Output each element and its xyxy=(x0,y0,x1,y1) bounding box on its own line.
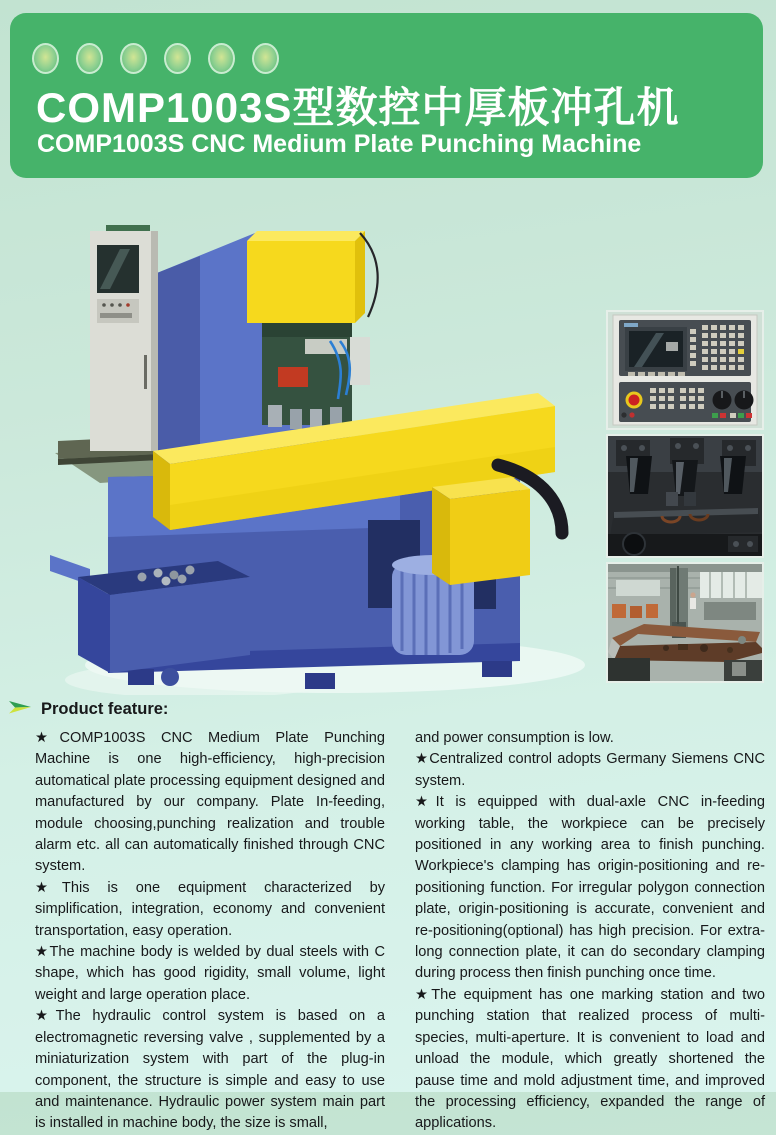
header-banner xyxy=(10,13,763,178)
features-right-column xyxy=(415,728,765,1135)
feature-paragraph: and power consumption is low. xyxy=(415,730,614,746)
product-features-section xyxy=(0,698,776,1135)
side-yellow-box xyxy=(432,477,530,585)
photo-workshop-plate xyxy=(606,562,764,683)
dot-icon xyxy=(76,43,103,74)
photo-cnc-control-panel xyxy=(606,310,764,430)
feature-heading xyxy=(0,698,776,721)
control-cabinet xyxy=(90,225,158,451)
dot-icon xyxy=(208,43,235,74)
dot-icon xyxy=(32,43,59,74)
page-title-en: COMP1003S CNC Medium Plate Punching Machine xyxy=(37,130,642,158)
feature-paragraph: ★The hydraulic control system is based on a electromagnetic reversing valve , supplemented by a miniaturization system with part of the plug-in component, the structure is simple and easy to use and maintenance. Hydraulic power system main part is installed in machine body, the size is small, xyxy=(35,1008,385,1132)
dot-icon xyxy=(164,43,191,74)
feature-paragraph: ★COMP1003S CNC Medium Plate Punching Machine is one high-efficiency, high-precision automatical plate processing equipment designed and manufactured by our company. Plate In-feeding, module choosing,punching realization and trouble alarm etc. all can automatically finished through CNC system. xyxy=(35,730,385,875)
dot-icon xyxy=(252,43,279,74)
feature-columns xyxy=(0,721,776,1135)
page-title-cn: COMP1003S型数控中厚板冲孔机 xyxy=(36,84,680,131)
photo-punching-station xyxy=(606,434,764,558)
main-machine-photo xyxy=(50,225,590,695)
dot-icon xyxy=(120,43,147,74)
side-photo-column xyxy=(606,310,764,687)
feature-paragraph: ★The equipment has one marking station and two punching station that realized process of multi-species, multi-aperture. It is convenient to load and unload the module, which greatly shortened the pause time and mold adjustment time, and improved the processing efficiency, expanded the range of applications. xyxy=(415,986,765,1132)
feature-paragraph: ★The machine body is welded by dual steels with C shape, which has good rigidity, small volume, light weight and large operation place. xyxy=(35,944,385,1003)
arrow-icon xyxy=(8,698,32,721)
feature-paragraph: ★Centralized control adopts Germany Siemens CNC system. xyxy=(415,751,765,789)
features-left-column xyxy=(35,728,385,1135)
punch-head-housing xyxy=(247,231,378,323)
feature-heading-label: Product feature: xyxy=(41,700,169,718)
punching-unit xyxy=(262,323,370,429)
decorative-dots xyxy=(32,43,279,74)
feature-paragraph: ★This is one equipment characterized by simplification, integration, economy and convenient transportation, easy operation. xyxy=(35,879,385,939)
feature-paragraph: ★It is equipped with dual-axle CNC in-feeding working table, the workpiece can be precisely positioned in any working area to finish punching. Workpiece's clamping has origin-positioning and re-positioning function. For irregular polygon connection plate, origin-positioning is accurate, convenient and re-positioning(optional) has high precision. For extra-long connection plate, it can do secondary clamping during process then finish punching once time. xyxy=(415,794,765,982)
machine-illustration xyxy=(50,225,590,695)
